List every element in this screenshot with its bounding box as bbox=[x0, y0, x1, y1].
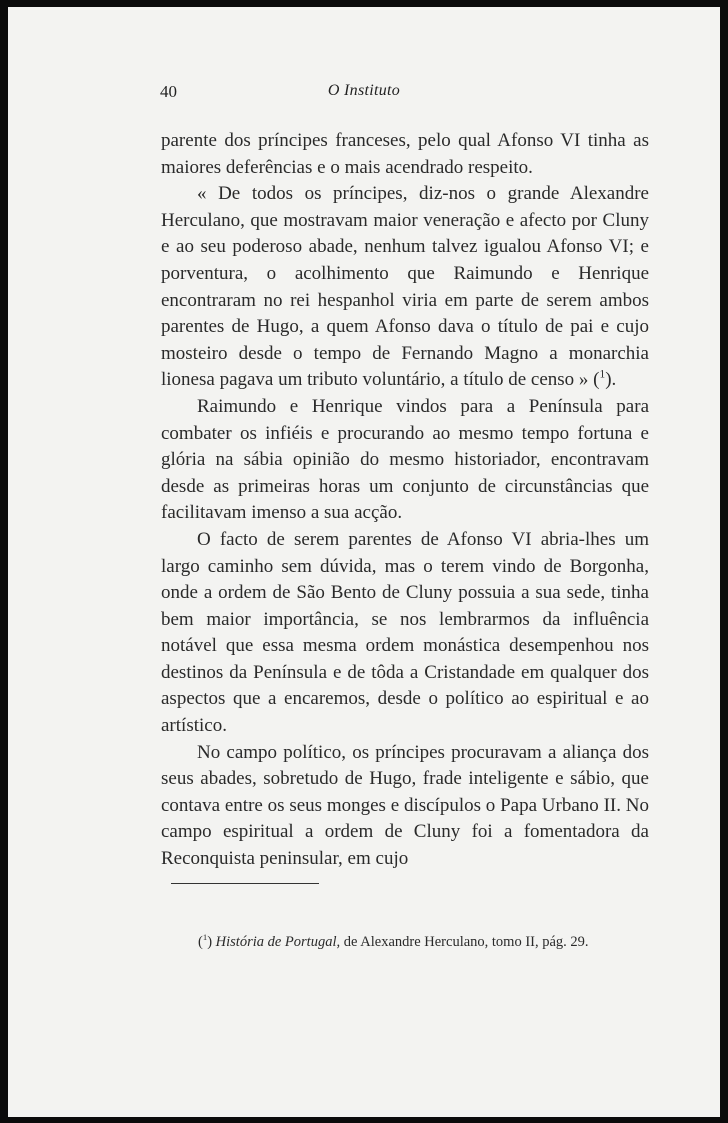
paragraph-quote bbox=[161, 181, 649, 394]
footnote-divider bbox=[171, 883, 319, 884]
quote-close: ). bbox=[605, 369, 617, 391]
page-header bbox=[8, 82, 720, 112]
footnote-book-title: História de Portugal, bbox=[215, 934, 341, 950]
running-title: O Instituto bbox=[327, 82, 401, 99]
footnote: ($^1$) História de Portugal, de Alexandre Herculano, tomo II, pág. 29. bbox=[198, 932, 589, 950]
paragraph: Raimundo e Henrique vindos para a Península para combater os infiéis e procurando ao mesmo tempo fortuna e glória na sábia opinião do mesmo historiador, encontravam desde as primeiras horas um conjunto de circunstâncias que facilitavam imenso a sua acção. bbox=[161, 395, 649, 524]
quote-text: « De todos os príncipes, diz-nos o grande Alexandre Herculano, que mostravam maior veneração e afecto por Cluny e ao seu poderoso abade, nenhum talvez igualou Afonso VI; e porventura, o acolhimento que Raimundo e Henrique encontraram no rei hespanhol viria em parte de serem ambos parentes de Hugo, a quem Afonso dava o título de pai e cujo mosteiro desde o tempo de Fernando Magno a monarchia lionesa pagava um tributo voluntário, a título de censo » ( bbox=[161, 183, 649, 391]
paragraph: No campo político, os príncipes procuravam a aliança dos seus abades, sobretudo de Hugo, frade inteligente e sábio, que contava entre os seus monges e discípulos o Papa Urbano II. No campo espiritual a ordem de Cluny foi a fomentadora da Reconquista peninsular, em cujo bbox=[161, 741, 649, 870]
paragraph: parente dos príncipes franceses, pelo qual Afonso VI tinha as maiores deferências e o mais acendrado respeito. bbox=[161, 130, 649, 178]
footnote-ref: 1 bbox=[599, 369, 606, 382]
book-page bbox=[8, 7, 720, 1117]
page-number: 40 bbox=[160, 82, 177, 101]
paragraph: O facto de serem parentes de Afonso VI abria-lhes um largo caminho sem dúvida, mas o terem vindo de Borgonha, onde a ordem de São Bento de Cluny possuia a sua sede, tinha bem maior importância, se nos lembrarmos da influência notável que essa mesma ordem monástica desempenhou nos destinos da Península e de tôda a Cristandade em qualquer dos aspectos que a encaremos, desde o político ao espiritual e ao artístico. bbox=[161, 528, 649, 737]
footnote-text: de Alexandre Herculano, tomo II, pág. 29. bbox=[340, 934, 589, 950]
body-text bbox=[161, 128, 649, 873]
footnote-marker: 1 bbox=[202, 932, 208, 943]
